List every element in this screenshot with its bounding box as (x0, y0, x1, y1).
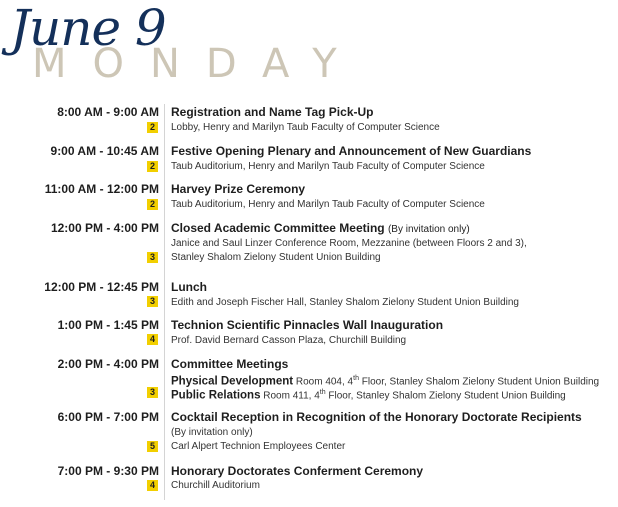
event-location: Lobby, Henry and Marilyn Taub Faculty of Computer Science (171, 122, 440, 133)
event-time: 12:00 PM - 12:45 PM (44, 280, 159, 294)
event-title: Cocktail Reception in Recognition of the Honorary Doctorate Recipients (171, 410, 582, 424)
event-location: Prof. David Bernard Casson Plaza, Churchill Building (171, 335, 407, 346)
committee-location: Floor, Stanley Shalom Zielony Student Union Building (358, 376, 600, 388)
date-heading: June 9 (10, 0, 166, 57)
event-sub-location (171, 386, 566, 403)
location-number-badge: 2 (147, 161, 158, 172)
event-location: Edith and Joseph Fischer Hall, Stanley Shalom Zielony Student Union Building (171, 297, 519, 308)
event-time: 11:00 AM - 12:00 PM (44, 182, 159, 196)
event-time: 6:00 PM - 7:00 PM (57, 410, 159, 424)
event-title: Harvey Prize Ceremony (171, 182, 306, 196)
event-title: Lunch (171, 280, 207, 294)
location-number-badge: 2 (147, 122, 158, 133)
committee-name: Physical Development (171, 375, 294, 388)
event-title: Registration and Name Tag Pick-Up (171, 105, 374, 119)
committee-room: Room 411, 4 (263, 390, 320, 402)
event-title: Technion Scientific Pinnacles Wall Inauguration (171, 318, 444, 332)
event-title: Closed Academic Committee Meeting (171, 221, 385, 235)
ordinal-suffix: th (353, 375, 359, 382)
event-location: Carl Alpert Technion Employees Center (171, 441, 346, 452)
event-title: Honorary Doctorates Conferment Ceremony (171, 464, 424, 478)
event-time: 12:00 PM - 4:00 PM (50, 221, 159, 235)
location-number-badge: 3 (147, 296, 158, 307)
event-title-note: (By invitation only) (387, 224, 470, 235)
event-time: 1:00 PM - 1:45 PM (57, 318, 159, 332)
location-number-badge: 2 (147, 199, 158, 210)
event-note: (By invitation only) (171, 427, 253, 438)
event-location: Janice and Saul Linzer Conference Room, Mezzanine (between Floors 2 and 3), (171, 238, 527, 249)
committee-room: Room 404, 4 (295, 376, 354, 388)
day-heading: MONDAY (32, 41, 363, 87)
event-location: Taub Auditorium, Henry and Marilyn Taub Faculty of Computer Science (171, 199, 485, 210)
event-location: Churchill Auditorium (171, 480, 260, 491)
event-title: Festive Opening Plenary and Announcement of New Guardians (171, 144, 532, 158)
event-title-row (171, 221, 470, 237)
timeline-divider (164, 104, 165, 500)
committee-location: Floor, Stanley Shalom Zielony Student Union Building (325, 390, 566, 402)
ordinal-suffix: th (319, 389, 326, 396)
location-number-badge: 4 (147, 334, 158, 345)
location-number-badge: 3 (147, 252, 158, 263)
location-number-badge: 4 (147, 480, 158, 491)
location-number-badge: 5 (147, 441, 158, 452)
event-time: 9:00 AM - 10:45 AM (50, 144, 159, 158)
event-title: Committee Meetings (171, 357, 289, 371)
event-time: 7:00 PM - 9:30 PM (57, 464, 159, 478)
event-location: Taub Auditorium, Henry and Marilyn Taub Faculty of Computer Science (171, 161, 485, 172)
event-time: 2:00 PM - 4:00 PM (57, 357, 159, 371)
location-number-badge: 3 (147, 387, 158, 398)
event-time: 8:00 AM - 9:00 AM (57, 105, 159, 119)
committee-name: Public Relations (171, 389, 261, 402)
event-location: Stanley Shalom Zielony Student Union Building (171, 252, 381, 263)
